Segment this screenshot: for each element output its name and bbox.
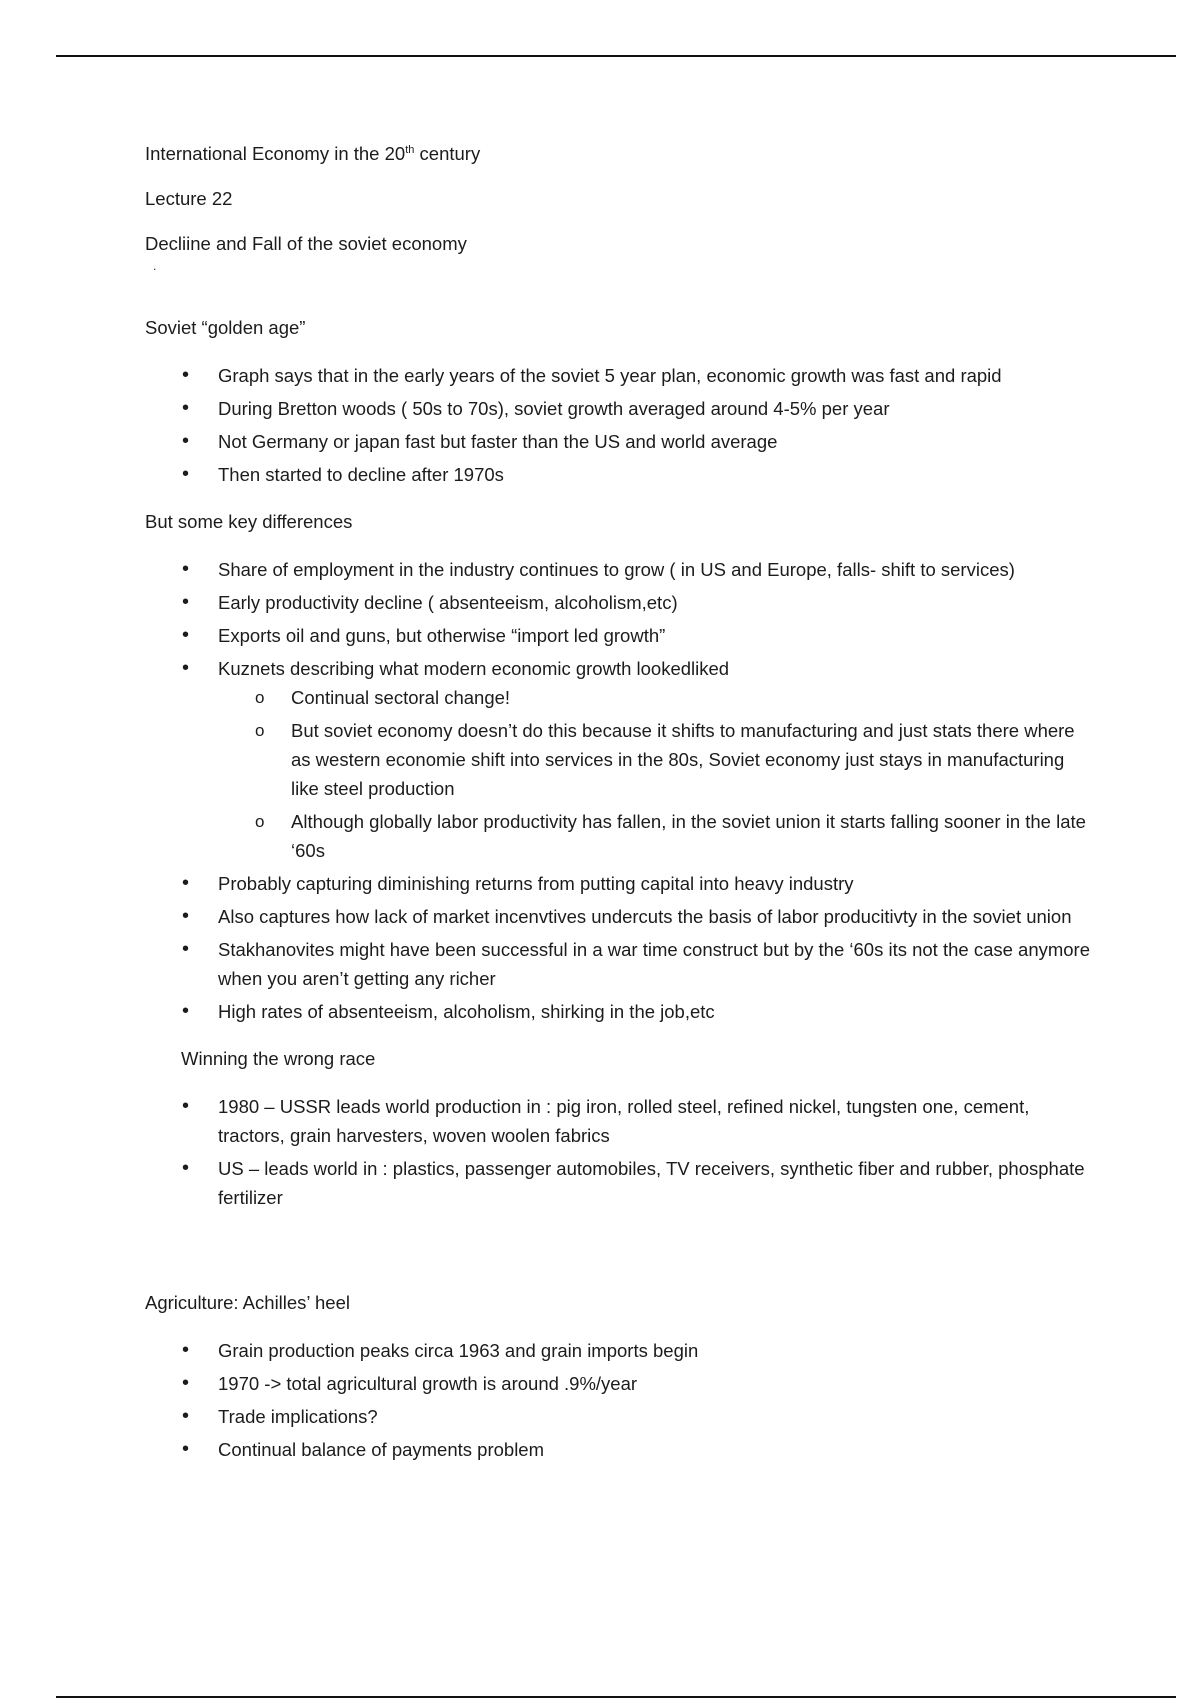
- list-item: • Then started to decline after 1970s: [145, 460, 1090, 489]
- list-item: • Graph says that in the early years of the soviet 5 year plan, economic growth was fast and rapid: [145, 361, 1090, 390]
- lecture-topic: Decliine and Fall of the soviet economy: [145, 233, 467, 254]
- list-item: • US – leads world in : plastics, passenger automobiles, TV receivers, synthetic fiber and rubber, phosphate fertilizer: [145, 1154, 1090, 1212]
- agriculture-list: [145, 1336, 1090, 1464]
- section-heading-key-differences: But some key differences: [145, 511, 353, 532]
- course-title: International Economy in the 20th century: [145, 143, 481, 164]
- stray-mark: .: [153, 259, 157, 273]
- list-item: • 1980 – USSR leads world production in : pig iron, rolled steel, refined nickel, tungsten one, cement, tractors, grain harvesters, woven woolen fabrics: [145, 1092, 1090, 1150]
- section-heading-golden-age: Soviet “golden age”: [145, 317, 306, 338]
- list-item: • Grain production peaks circa 1963 and grain imports begin: [145, 1336, 1090, 1365]
- golden-age-list: [145, 361, 1090, 489]
- list-item: • Stakhanovites might have been successful in a war time construct but by the ‘60s its not the case anymore when you aren’t getting any richer: [145, 935, 1090, 993]
- list-item: • 1970 -> total agricultural growth is around .9%/year: [145, 1369, 1090, 1398]
- document-body: [145, 142, 1090, 1485]
- lecture-number: Lecture 22: [145, 188, 233, 209]
- section-heading-wrong-race: Winning the wrong race: [181, 1048, 376, 1069]
- list-item-text: Kuznets describing what modern economic growth lookedliked: [218, 658, 730, 679]
- sub-list-item: o But soviet economy doesn’t do this because it shifts to manufacturing and just stats there where as western economie shift into services in the 80s, Soviet economy just stays in manufacturing like steel production: [218, 716, 1090, 803]
- list-item: • Probably capturing diminishing returns from putting capital into heavy industry: [145, 869, 1090, 898]
- list-item: • Not Germany or japan fast but faster than the US and world average: [145, 427, 1090, 456]
- sub-list-item: o Continual sectoral change!: [218, 683, 1090, 712]
- list-item: • High rates of absenteeism, alcoholism, shirking in the job,etc: [145, 997, 1090, 1026]
- list-item: • Also captures how lack of market incenvtives undercuts the basis of labor producitivty in the soviet union: [145, 902, 1090, 931]
- list-item: • Exports oil and guns, but otherwise “import led growth”: [145, 621, 1090, 650]
- list-item: • Trade implications?: [145, 1402, 1090, 1431]
- key-differences-list: [145, 555, 1090, 1026]
- spacer: [145, 1233, 1090, 1291]
- sub-list-item: o Although globally labor productivity has fallen, in the soviet union it starts falling sooner in the late ‘60s: [218, 807, 1090, 865]
- list-item: • During Bretton woods ( 50s to 70s), soviet growth averaged around 4-5% per year: [145, 394, 1090, 423]
- list-item: • Share of employment in the industry continues to grow ( in US and Europe, falls- shift to services): [145, 555, 1090, 584]
- kuznets-sub-list: [218, 683, 1090, 865]
- section-heading-agriculture: Agriculture: Achilles’ heel: [145, 1292, 350, 1313]
- top-rule: [56, 55, 1176, 57]
- wrong-race-list: [145, 1092, 1090, 1212]
- bottom-rule: [56, 1696, 1176, 1698]
- list-item: • Continual balance of payments problem: [145, 1435, 1090, 1464]
- list-item: • Early productivity decline ( absenteeism, alcoholism,etc): [145, 588, 1090, 617]
- list-item: [145, 654, 1090, 865]
